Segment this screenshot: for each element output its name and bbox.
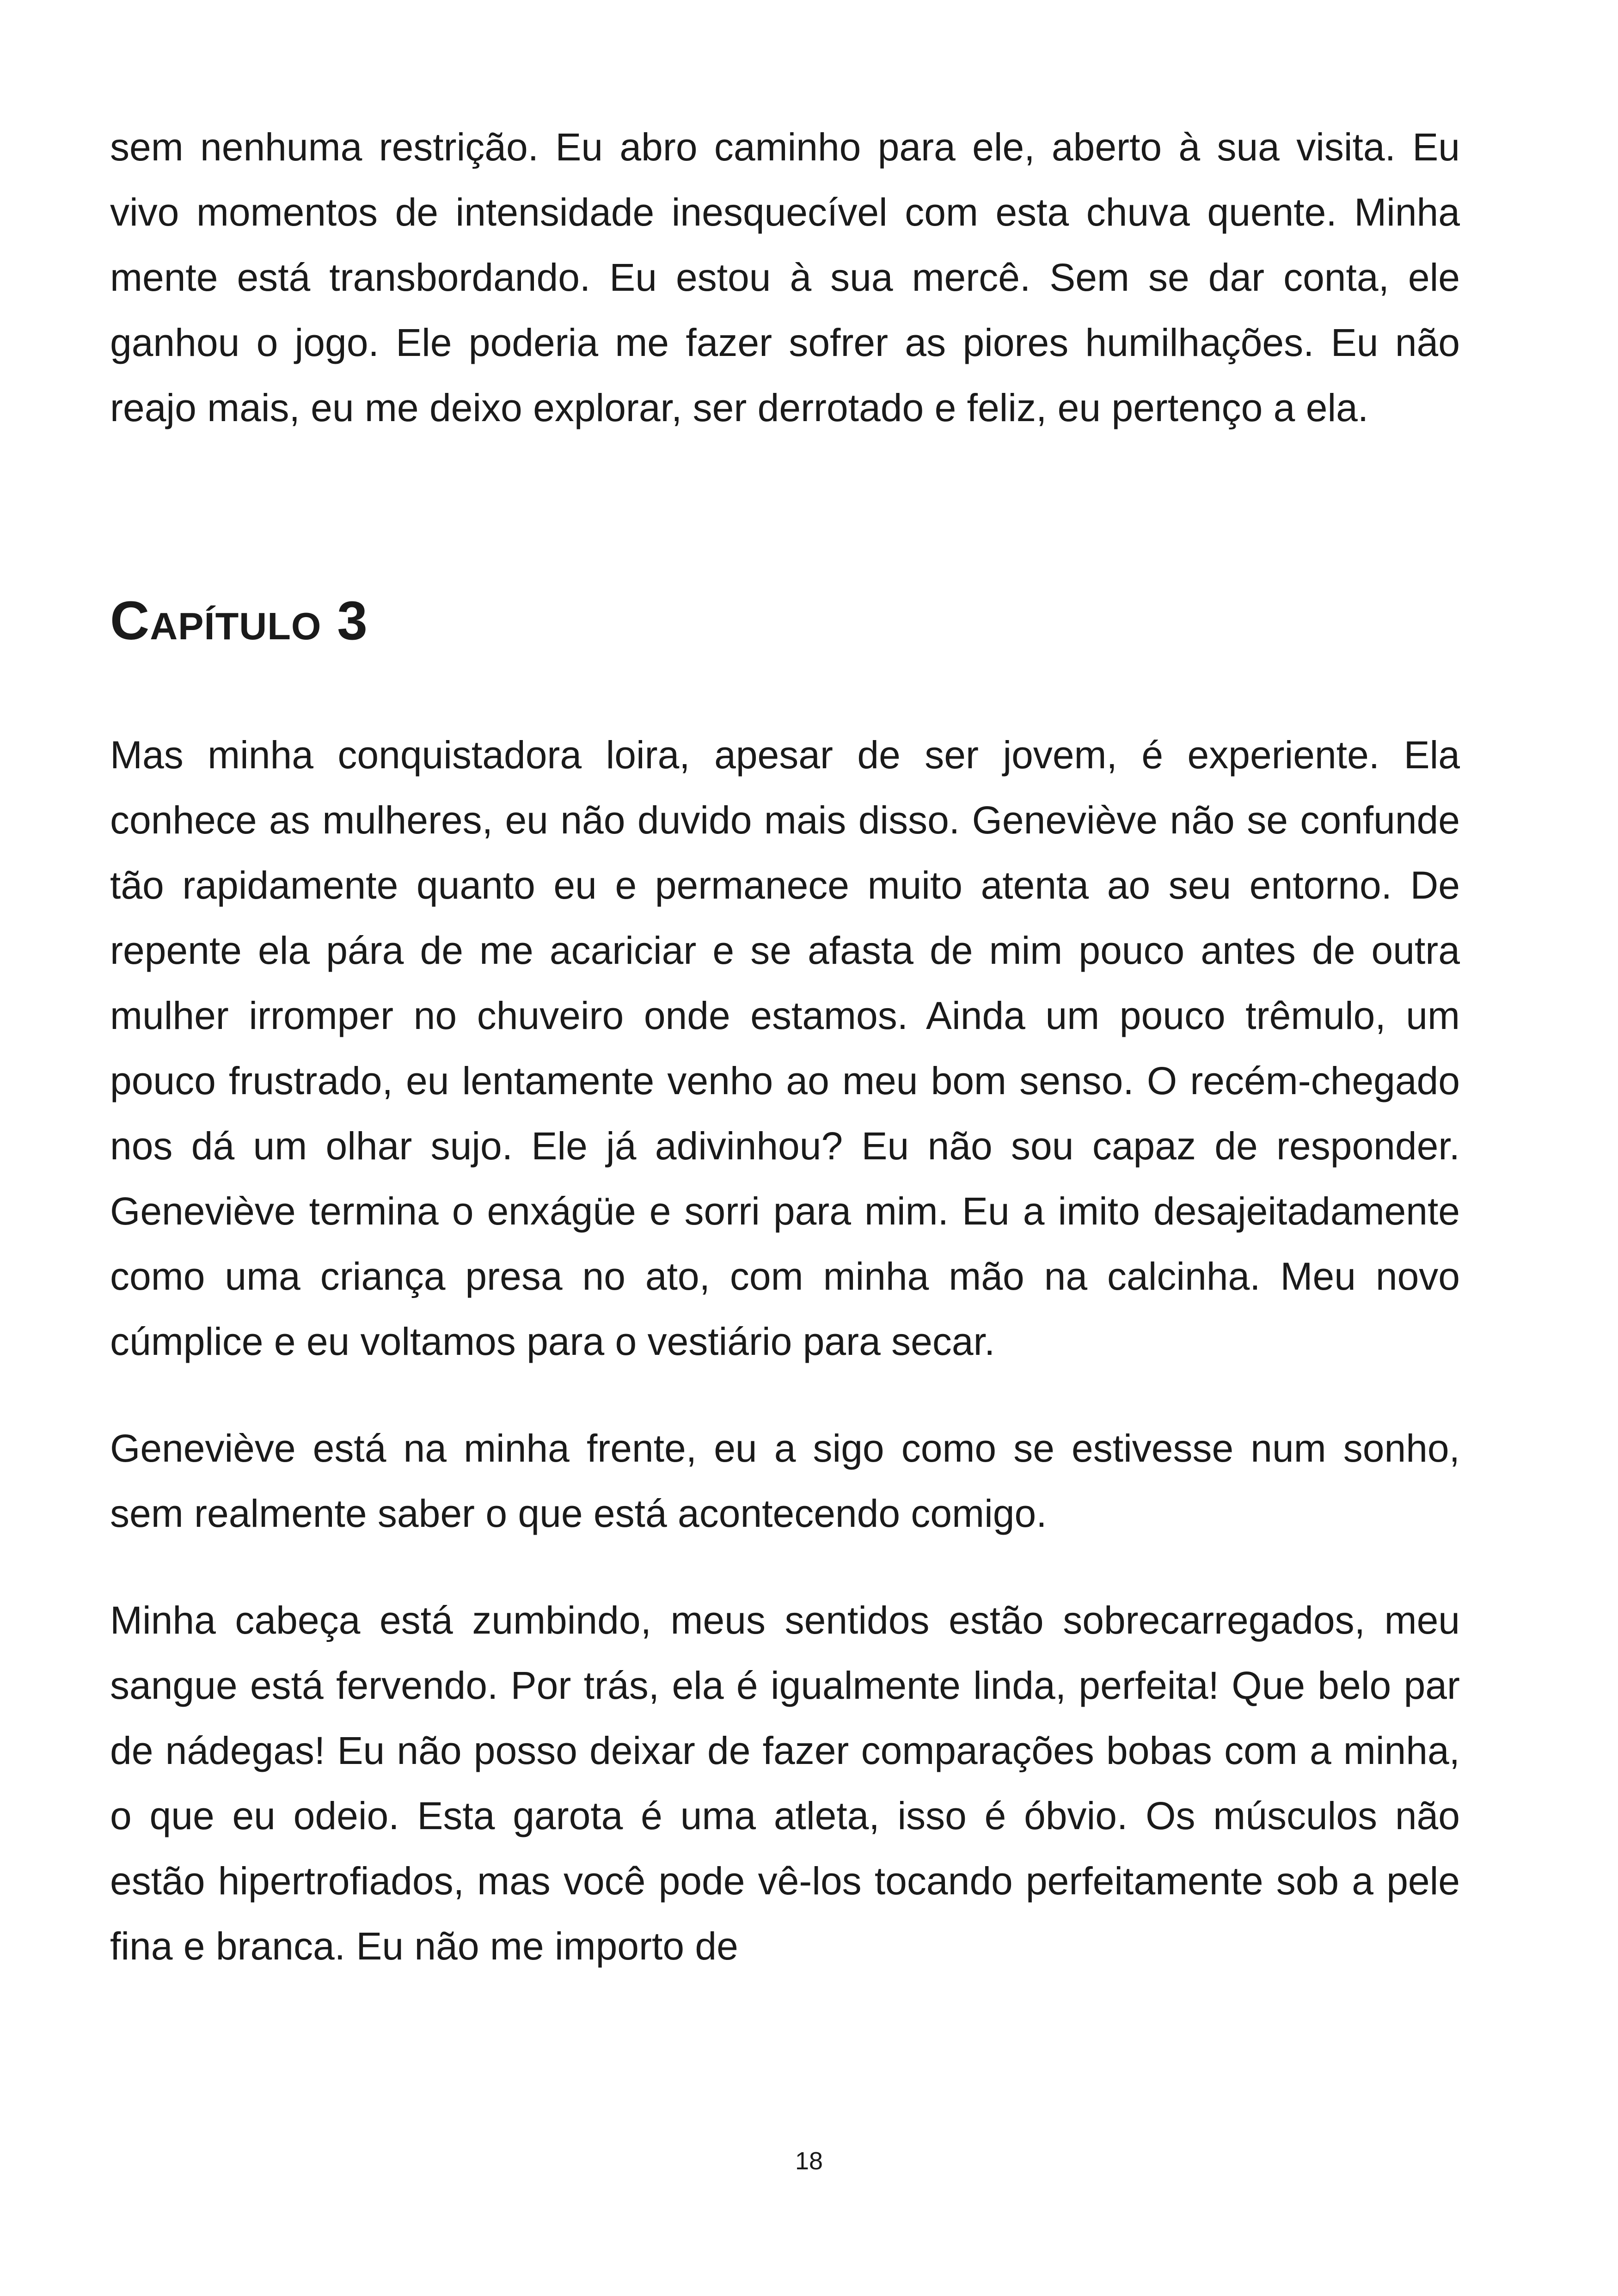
chapter-title: Capítulo 3	[110, 590, 368, 651]
page-number: 18	[795, 2147, 823, 2175]
chapter-paragraph-1: Mas minha conquistadora loira, apesar de ser jovem, é experiente. Ela conhece as mulheres, eu não duvido mais disso. Geneviève não se confunde tão rapidamente quanto eu e permanece muito atenta ao seu entorno. De repente ela pára de me acariciar e se afasta de mim pouco antes de outra mulher irromper no chuveiro onde estamos. Ainda um pouco trêmulo, um pouco frustrado, eu lentamente venho ao meu bom senso. O recém-chegado nos dá um olhar sujo. Ele já adivinhou? Eu não sou capaz de responder. Geneviève termina o enxágüe e sorri para mim. Eu a imito desajeitadamente como uma criança presa no ato, com minha mão na calcinha. Meu novo cúmplice e eu voltamos para o vestiário para secar.	[110, 733, 1460, 1363]
chapter-paragraph-2: Geneviève está na minha frente, eu a sigo como se estivesse num sonho, sem realmente saber o que está acontecendo comigo.	[110, 1427, 1460, 1535]
chapter-text	[110, 722, 1460, 1979]
page-body	[110, 115, 1460, 1979]
chapter-paragraph-3: Minha cabeça está zumbindo, meus sentidos estão sobrecarregados, meu sangue está fervendo. Por trás, ela é igualmente linda, perfeita! Que belo par de nádegas! Eu não posso deixar de fazer comparações bobas com a minha, o que eu odeio. Esta garota é uma atleta, isso é óbvio. Os músculos não estão hipertrofiados, mas você pode vê-los tocando perfeitamente sob a pele fina e branca. Eu não me importo de	[110, 1598, 1460, 1968]
intro-paragraph: sem nenhuma restrição. Eu abro caminho para ele, aberto à sua visita. Eu vivo momentos de intensidade inesquecível com esta chuva quente. Minha mente está transbordando. Eu estou à sua mercê. Sem se dar conta, ele ganhou o jogo. Ele poderia me fazer sofrer as piores humilhações. Eu não reajo mais, eu me deixo explorar, ser derrotado e feliz, eu pertenço a ela.	[110, 125, 1460, 429]
